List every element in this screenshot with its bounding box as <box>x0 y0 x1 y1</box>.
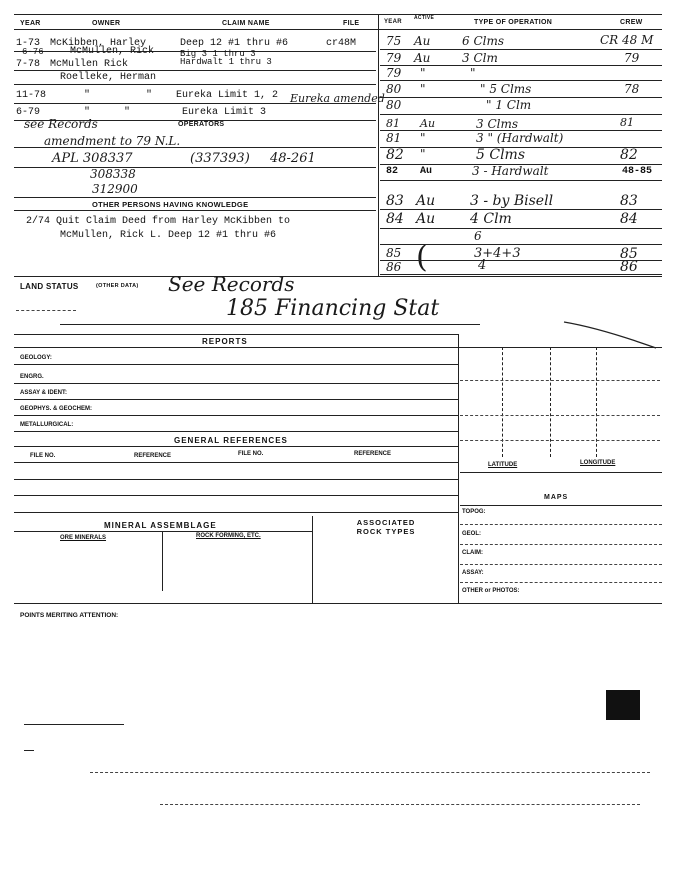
claims-owner-header: OWNER <box>92 20 121 27</box>
ops-year: 80 <box>386 98 402 112</box>
ops-active: Au <box>414 34 431 48</box>
gen-ref-rule <box>14 512 458 513</box>
report-metallurgical: METALLURGICAL: <box>20 422 74 428</box>
ops-crew: 86 <box>620 259 638 275</box>
gen-ref-col-file-no-2: FILE NO. <box>238 451 264 457</box>
other-persons-line-1: 2/74 Quit Claim Deed from Harley McKibben to <box>26 216 291 227</box>
ops-bracket-icon: ( <box>416 240 428 275</box>
ops-type: 4 Clm <box>470 211 512 227</box>
claims-rule <box>14 210 376 211</box>
mineral-inner-divider <box>162 531 163 591</box>
claim-year: 1-73 <box>16 38 41 49</box>
claims-claim-name-header: CLAIM NAME <box>222 20 270 27</box>
points-meriting-attention-label: POINTS MERITING ATTENTION: <box>20 612 119 619</box>
report-engrg: ENGRG. <box>20 374 44 380</box>
claim-year: 6-76 <box>22 47 44 57</box>
claim-owner: McMullen Rick <box>50 59 129 70</box>
claim-name: Eureka Limit 3 <box>182 107 267 118</box>
operators-label: OPERATORS <box>178 121 225 128</box>
ops-year: 83 <box>386 193 404 209</box>
top-rule <box>14 14 662 15</box>
claims-ops-divider <box>378 14 379 276</box>
land-status-rule <box>16 310 76 311</box>
apl-paren-number: (337393) <box>190 151 250 166</box>
report-rule <box>14 364 458 365</box>
claims-rule <box>14 147 376 148</box>
claims-file-header: FILE <box>343 20 360 27</box>
maps-claim: CLAIM: <box>462 550 483 556</box>
ops-type: " <box>470 66 476 80</box>
ops-year: 84 <box>386 211 404 227</box>
ops-year: 82 <box>386 147 404 163</box>
maps-rule <box>460 505 662 506</box>
eureka-amended-note: Eureka amended <box>290 92 385 105</box>
land-status-hand-note-2: 185 Financing Stat <box>226 296 440 321</box>
reports-header-rule <box>14 347 662 348</box>
latitude-label: LATITUDE <box>488 462 518 468</box>
mineral-assemblage-title: MINERAL ASSEMBLAGE <box>104 521 217 530</box>
ops-rule <box>380 228 662 229</box>
attention-rule <box>24 750 34 751</box>
land-status-top-rule <box>14 276 662 277</box>
ops-active: " <box>420 66 426 80</box>
maps-rule <box>460 544 662 545</box>
ops-type: " 5 Clms <box>480 82 532 96</box>
land-status-label: LAND STATUS <box>20 282 79 291</box>
associated-rock-types-title <box>350 518 422 536</box>
gen-ref-col-file-no: FILE NO. <box>30 453 56 459</box>
ops-crew: 48-85 <box>622 166 653 177</box>
apl-number-2: 308338 <box>90 167 136 181</box>
other-persons-label: OTHER PERSONS HAVING KNOWLEDGE <box>92 200 249 209</box>
ops-rule <box>380 209 662 210</box>
claim-owner: Roelleke, Herman <box>60 72 157 83</box>
ops-type: 3 - Hardwalt <box>472 164 549 178</box>
ops-year: 79 <box>386 66 402 80</box>
other-persons-line-2: McMullen, Rick L. Deep 12 #1 thru #6 <box>60 230 277 241</box>
land-status-sublabel: (OTHER DATA) <box>96 283 139 289</box>
ops-year-header: YEAR <box>384 19 402 25</box>
claim-name: Deep 12 #1 thru #6 <box>180 38 289 49</box>
mineral-divider <box>312 516 313 604</box>
ops-crew: CR 48 M <box>600 33 654 47</box>
general-references-title: GENERAL REFERENCES <box>174 436 288 445</box>
attention-rule <box>90 772 650 773</box>
claim-year: 6-79 <box>16 107 41 118</box>
claim-name: Eureka Limit 1, 2 <box>176 90 279 101</box>
ops-rule <box>380 80 662 81</box>
claims-year-header: YEAR <box>20 20 41 27</box>
ops-type: 5 Clms <box>476 147 526 163</box>
ops-year: 79 <box>386 51 402 65</box>
claim-file: cr48M <box>326 38 357 49</box>
maps-title: MAPS <box>544 494 569 501</box>
attention-rule <box>24 724 124 725</box>
claims-rule <box>14 167 376 168</box>
gen-ref-rule <box>14 462 458 463</box>
ops-active: " <box>420 147 426 161</box>
ops-active: Au <box>416 193 436 209</box>
grid-line <box>460 380 660 381</box>
claim-owner: McKibben, Harley <box>50 38 147 49</box>
ops-crew-header: CREW <box>620 19 643 26</box>
gen-ref-rule <box>14 446 458 447</box>
ore-minerals-label: ORE MINERALS <box>60 535 107 541</box>
grid-line <box>460 440 660 441</box>
ops-type: 3 Clms <box>476 117 519 131</box>
ops-year: 80 <box>386 82 402 96</box>
ops-type: 4 <box>478 258 487 273</box>
ops-type: 3 " (Hardwalt) <box>476 131 564 145</box>
claim-year: 11-78 <box>16 90 47 101</box>
ops-rule <box>380 114 662 115</box>
claim-year: 7-78 <box>16 59 41 70</box>
report-assay: ASSAY & IDENT: <box>20 390 68 396</box>
mineral-rule <box>14 531 312 532</box>
claim-owner: " <box>84 90 91 101</box>
ops-year: 75 <box>386 34 402 48</box>
ops-year: 82 <box>386 166 399 177</box>
ops-type: 6 Clms <box>462 34 505 48</box>
maps-assay: ASSAY: <box>462 570 484 576</box>
maps-geol: GEOL: <box>462 531 481 537</box>
maps-rule <box>460 582 662 583</box>
claim-name: Big 3 1 thru 3 <box>180 49 256 59</box>
ops-crew: 84 <box>620 211 638 227</box>
ops-crew: 82 <box>620 147 638 163</box>
ops-rule <box>380 274 662 275</box>
ops-crew: 81 <box>620 116 634 129</box>
gen-ref-rule <box>14 495 458 496</box>
ops-crew: 78 <box>624 82 640 96</box>
maps-rule <box>460 524 662 525</box>
gen-ref-col-reference-2: REFERENCE <box>354 451 392 457</box>
report-geology: GEOLOGY: <box>20 355 52 361</box>
land-status-hand-note-1: See Records <box>168 272 295 296</box>
ops-type-header: TYPE OF OPERATION <box>474 19 553 26</box>
report-rule <box>14 431 458 432</box>
ops-type: " 1 Clm <box>486 98 532 112</box>
gen-ref-rule <box>14 479 458 480</box>
ops-type: 3+4+3 <box>474 246 521 261</box>
mineral-bottom-rule <box>14 603 662 604</box>
ops-active: Au <box>420 166 433 177</box>
reports-title: REPORTS <box>202 337 248 346</box>
claim-owner-ditto: " <box>146 90 153 101</box>
lat-long-rule <box>460 472 662 473</box>
amendment-hand-note: amendment to 79 N.L. <box>44 134 181 148</box>
reports-top-rule <box>14 334 458 335</box>
ops-year: 81 <box>386 131 402 145</box>
ops-active: " <box>420 82 426 96</box>
ops-crew: 79 <box>624 51 640 65</box>
ops-active: Au <box>414 51 431 65</box>
apl-number: APL 308337 <box>52 151 133 166</box>
black-tab-marker <box>606 690 640 720</box>
land-status-rule <box>60 324 480 325</box>
ops-rule <box>380 180 662 181</box>
report-rule <box>14 399 458 400</box>
maps-other: OTHER or PHOTOS: <box>462 588 520 594</box>
report-rule <box>14 415 458 416</box>
ops-crew: 83 <box>620 193 638 209</box>
ops-rule <box>380 49 662 50</box>
ops-year: 81 <box>386 117 400 130</box>
maps-topog: TOPOG: <box>462 509 486 515</box>
claim-owner-ditto: " <box>124 107 131 118</box>
report-geophys: GEOPHYS. & GEOCHEM: <box>20 406 93 412</box>
ops-year: 86 <box>386 260 402 274</box>
ops-type: 6 <box>474 229 482 243</box>
header-rule <box>14 29 662 30</box>
ops-active: Au <box>416 211 436 227</box>
right-column-divider <box>458 334 459 604</box>
gen-ref-col-reference: REFERENCE <box>134 453 172 459</box>
apl-code: 48-261 <box>270 151 316 166</box>
grid-line <box>460 415 660 416</box>
claims-rule <box>14 84 376 85</box>
ops-crew: 85 <box>620 246 638 262</box>
ops-active-header: ACTIVE <box>414 15 435 21</box>
claims-rule <box>14 197 376 198</box>
report-rule <box>14 383 458 384</box>
longitude-label: LONGITUDE <box>580 460 616 466</box>
claims-rule <box>14 70 376 71</box>
land-status-stroke-mark <box>560 316 660 356</box>
claim-name: Hardwalt 1 thru 3 <box>180 57 272 67</box>
operators-hand-note: see Records <box>24 117 98 131</box>
claim-owner: McMullen, Rick <box>70 46 155 57</box>
ops-active: " <box>420 131 426 145</box>
ops-active: Au <box>420 117 436 130</box>
attention-rule <box>160 804 640 805</box>
ops-year: 85 <box>386 246 402 260</box>
apl-number-3: 312900 <box>92 182 138 196</box>
ops-type: 3 Clm <box>462 51 498 65</box>
rock-forming-label: ROCK FORMING, ETC. <box>196 533 261 539</box>
claim-owner: " <box>84 107 91 118</box>
ops-type: 3 - by Bisell <box>470 193 554 209</box>
associated-rock-types-label: ASSOCIATED ROCK TYPES <box>356 518 416 536</box>
maps-rule <box>460 564 662 565</box>
